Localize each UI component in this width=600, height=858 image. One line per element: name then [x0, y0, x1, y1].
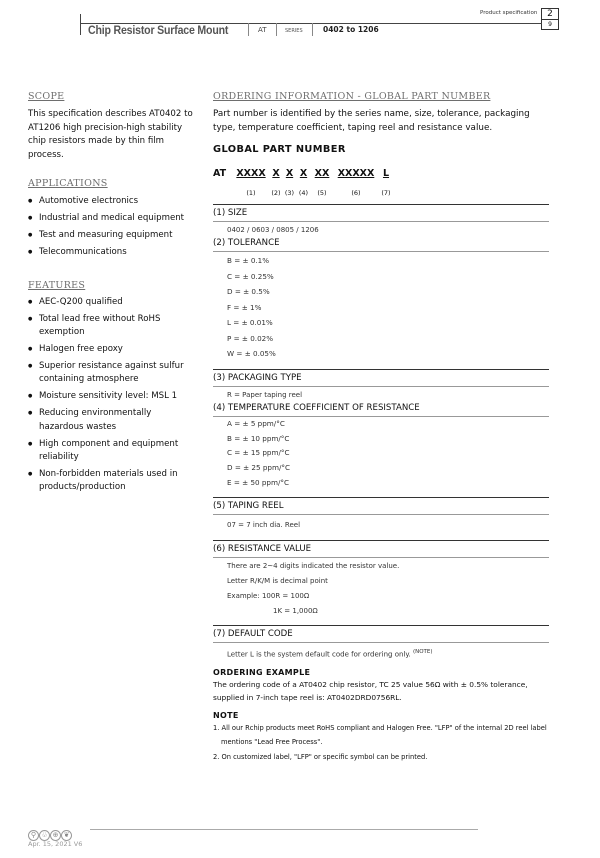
gpn-field: XX — [314, 168, 330, 179]
tcr-item: A = ± 5 ppm/°C — [227, 418, 285, 428]
default-code-line: Letter L is the system default code for ordering only. — [227, 650, 411, 659]
gpn-index-row — [213, 180, 549, 199]
resistance-heading: (6) RESISTANCE VALUE — [213, 543, 312, 554]
tolerance-item: F = ± 1% — [227, 302, 262, 312]
applications-section — [28, 178, 196, 263]
default-code-text — [213, 645, 549, 663]
size-range: 0402 to 1206 — [323, 25, 379, 34]
ordering-example-text: The ordering code of a AT0402 chip resistor, TC 25 value 56Ω with ± 0.5% tolerance, supplied in 7-inch tape reel is: AT0402DRD0756RL. — [213, 680, 528, 702]
page-total: 9 — [542, 19, 558, 29]
ordering-example-section — [213, 668, 549, 764]
gpn-prefix: AT — [213, 168, 227, 179]
default-code-heading: (7) DEFAULT CODE — [213, 629, 293, 640]
note-item: 1. All our Rchip products meet RoHS compliant and Halogen Free. "LFP" of the internal 2D reel label mentions "Lead Free Process". — [213, 724, 547, 747]
list-item: ● Non-forbidden materials used in products/production — [28, 468, 196, 494]
list-item: ● AEC-Q200 qualified — [28, 296, 196, 309]
reel-text: 07 = 7 inch dia. Reel — [227, 521, 301, 530]
page-indicator — [541, 8, 559, 30]
series-code: AT — [258, 26, 267, 34]
applications-list — [28, 195, 196, 259]
list-item: ● Telecommunications — [28, 246, 196, 259]
halogen-free-icon: ⊕ — [50, 830, 61, 841]
features-section — [28, 280, 196, 498]
divider — [213, 642, 549, 643]
ordering-section — [213, 91, 549, 663]
gpn-code — [213, 161, 549, 180]
divider — [213, 386, 549, 387]
revision-date: Apr. 15, 2021 V6 — [28, 840, 83, 848]
note-list — [213, 721, 549, 764]
tolerance-item: D = ± 0.5% — [227, 287, 270, 297]
scope-heading: SCOPE — [28, 91, 65, 102]
gpn-field: X — [299, 168, 308, 179]
rohs-icon: ⚲ — [28, 830, 39, 841]
gpn-field: XXXXX — [337, 168, 375, 179]
list-item: ● Test and measuring equipment — [28, 229, 196, 242]
gpn-index: (7) — [381, 189, 391, 197]
tcr-list — [213, 417, 549, 491]
gpn-index: (3) — [284, 189, 295, 197]
size-heading: (1) SIZE — [213, 208, 248, 218]
divider — [213, 625, 549, 626]
note-ref: (NOTE) — [412, 649, 433, 656]
header-separator — [312, 23, 313, 36]
footer-rule — [90, 829, 478, 830]
series-label: SERIES — [285, 28, 303, 34]
tolerance-list — [213, 253, 549, 362]
gpn-index: (2) — [271, 189, 281, 197]
reel-heading: (5) TAPING REEL — [213, 501, 284, 512]
gpn-title: GLOBAL PART NUMBER — [213, 144, 346, 155]
header-tick — [80, 14, 81, 35]
gpn-index: (5) — [317, 189, 327, 197]
document-title: Chip Resistor Surface Mount — [88, 25, 229, 37]
resistance-lines — [213, 559, 549, 620]
features-list — [28, 296, 196, 494]
divider — [213, 497, 549, 498]
tolerance-heading: (2) TOLERANCE — [213, 238, 280, 249]
tolerance-item: C = ± 0.25% — [227, 271, 274, 281]
divider — [213, 251, 549, 252]
resistance-line: 1K = 1,000Ω — [273, 607, 318, 616]
ordering-heading: ORDERING INFORMATION - GLOBAL PART NUMBER — [213, 91, 491, 102]
applications-heading: APPLICATIONS — [28, 178, 108, 189]
list-item: ● High component and equipment reliability — [28, 438, 196, 464]
resistance-line: Example: 100R = 100Ω — [227, 592, 310, 601]
list-item: ● Industrial and medical equipment — [28, 212, 196, 225]
divider — [213, 221, 549, 222]
gpn-field: X — [272, 168, 280, 179]
gpn-index: (4) — [298, 189, 309, 197]
gpn-index: (1) — [246, 189, 256, 197]
gpn-field: XXXX — [236, 168, 266, 179]
list-item: ● Superior resistance against sulfur containing atmosphere — [28, 360, 196, 386]
note-heading: NOTE — [213, 711, 239, 721]
divider — [213, 514, 549, 515]
product-specification-label: Product specification — [480, 10, 538, 16]
list-item: ● Total lead free without RoHS exemption — [28, 313, 196, 339]
header-rule — [80, 23, 542, 24]
divider — [213, 369, 549, 370]
features-heading: FEATURES — [28, 280, 86, 291]
gpn-index: (6) — [351, 189, 361, 197]
divider — [213, 557, 549, 558]
list-item: ● Halogen free epoxy — [28, 343, 196, 356]
list-item: ● Reducing environmentally hazardous wastes — [28, 407, 196, 433]
page-number: 2 — [547, 9, 553, 19]
tolerance-item: L = ± 0.01% — [227, 318, 273, 328]
leaf-icon: ♧ — [39, 830, 50, 841]
ordering-intro: Part number is identified by the series name, size, tolerance, packaging type, temperature coefficient, taping reel and resistance value. — [213, 109, 530, 133]
tcr-item: E = ± 50 ppm/°C — [227, 477, 290, 487]
tcr-item: B = ± 10 ppm/°C — [227, 433, 290, 443]
packaging-text: R = Paper taping reel — [227, 390, 303, 399]
tolerance-item: W = ± 0.05% — [227, 349, 276, 359]
header-separator — [276, 23, 277, 36]
note-item: 2. On customized label, "LFP" or specific symbol can be printed. — [213, 752, 428, 761]
size-text: 0402 / 0603 / 0805 / 1206 — [227, 226, 319, 234]
tolerance-item: P = ± 0.02% — [227, 333, 274, 343]
tcr-item: C = ± 15 ppm/°C — [227, 448, 290, 458]
scope-text: This specification describes AT0402 to AT1206 high precision-high stability chip resistors made by thin film process. — [28, 109, 193, 160]
gpn-field: L — [382, 168, 390, 179]
tcr-heading: (4) TEMPERATURE COEFFICIENT OF RESISTANCE — [213, 402, 420, 413]
resistance-line: There are 2~4 digits indicated the resistor value. — [227, 561, 400, 570]
tolerance-item: B = ± 0.1% — [227, 256, 270, 266]
packaging-heading: (3) PACKAGING TYPE — [213, 372, 302, 383]
tcr-item: D = ± 25 ppm/°C — [227, 463, 291, 473]
divider — [213, 204, 549, 205]
list-item: ● Automotive electronics — [28, 195, 196, 208]
list-item: ● Moisture sensitivity level: MSL 1 — [28, 390, 196, 403]
header-separator — [248, 23, 249, 36]
reach-icon: ❦ — [61, 830, 72, 841]
compliance-icons — [28, 822, 72, 841]
scope-section — [28, 91, 196, 162]
divider — [213, 540, 549, 541]
gpn-field: X — [285, 168, 294, 179]
resistance-line: Letter R/K/M is decimal point — [227, 576, 328, 585]
ordering-example-heading: ORDERING EXAMPLE — [213, 668, 311, 677]
